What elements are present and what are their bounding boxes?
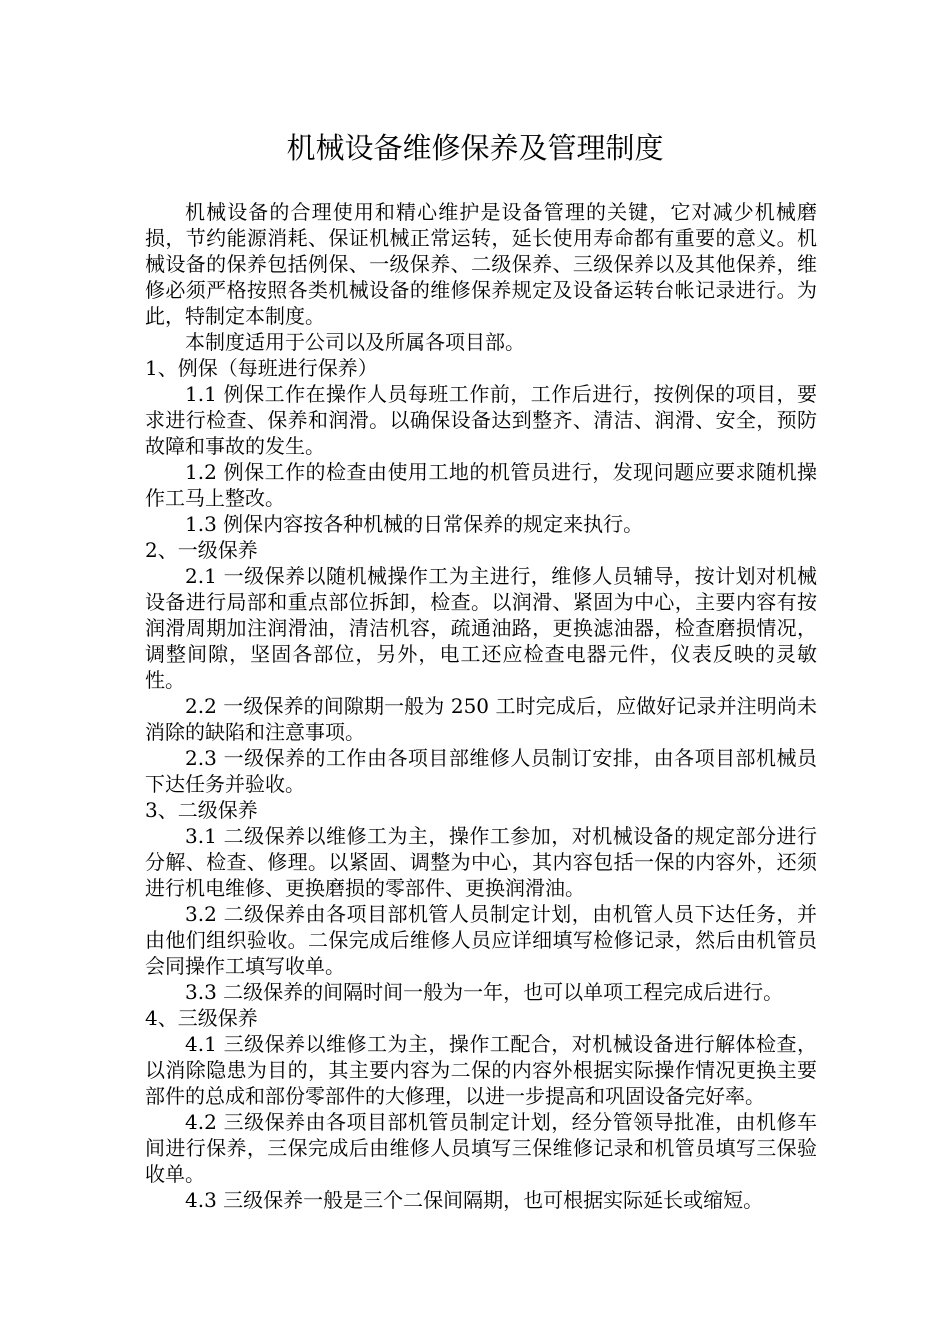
document-title: 机械设备维修保养及管理制度 [286, 131, 664, 165]
clause-2-3: 2.3 一级保养的工作由各项目部维修人员制订安排，由各项目部机械员下达任务并验收。 [145, 746, 817, 796]
clause-1-3: 1.3 例保内容按各种机械的日常保养的规定来执行。 [185, 512, 644, 536]
clause-3-1: 3.1 二级保养以维修工为主，操作工参加，对机械设备的规定部分进行分解、检查、修理。以紧固、调整为中心，其内容包括一保的内容外，还须进行机电维修、更换磨损的零部件、更换润滑油。 [145, 824, 817, 900]
clause-3-2: 3.2 二级保养由各项目部机管人员制定计划，由机管人员下达任务，并由他们组织验收。二保完成后维修人员应详细填写检修记录，然后由机管员会同操作工填写收单。 [145, 902, 817, 978]
clause-2-2: 2.2 一级保养的间隙期一般为 250 工时完成后，应做好记录并注明尚未消除的缺陷和注意事项。 [145, 694, 817, 744]
clause-4-3: 4.3 三级保养一般是三个二保间隔期，也可根据实际延长或缩短。 [185, 1188, 764, 1212]
section-heading-3: 3、二级保养 [145, 798, 258, 822]
scope-paragraph: 本制度适用于公司以及所属各项目部。 [185, 330, 525, 354]
clause-4-1: 4.1 三级保养以维修工为主，操作工配合，对机械设备进行解体检查，以消除隐患为目的，其主要内容为二保的内容外根据实际操作情况更换主要部件的总成和部份零部件的大修理，以进一步提高和巩固设备完好率。 [145, 1032, 817, 1108]
section-heading-4: 4、三级保养 [145, 1006, 258, 1030]
document-body [145, 199, 817, 1213]
clause-1-1: 1.1 例保工作在操作人员每班工作前，工作后进行，按例保的项目，要求进行检查、保养和润滑。以确保设备达到整齐、清洁、润滑、安全，预防故障和事故的发生。 [145, 382, 817, 458]
clause-4-2: 4.2 三级保养由各项目部机管员制定计划，经分管领导批准，由机修车间进行保养，三保完成后由维修人员填写三保维修记录和机管员填写三保验收单。 [145, 1110, 817, 1186]
section-heading-2: 2、一级保养 [145, 538, 258, 562]
clause-2-1: 2.1 一级保养以随机械操作工为主进行，维修人员辅导，按计划对机械设备进行局部和重点部位拆卸，检查。以润滑、紧固为中心，主要内容有按润滑周期加注润滑油，清洁机容，疏通油路，更换滤油器，检查磨损情况，调整间隙，坚固各部位，另外，电工还应检查电器元件，仪表反映的灵敏性。 [145, 564, 817, 692]
intro-paragraph: 机械设备的合理使用和精心维护是设备管理的关键，它对减少机械磨损，节约能源消耗、保证机械正常运转，延长使用寿命都有重要的意义。机械设备的保养包括例保、一级保养、二级保养、三级保养以及其他保养，维修必须严格按照各类机械设备的维修保养规定及设备运转台帐记录进行。为此，特制定本制度。 [145, 200, 817, 328]
clause-1-2: 1.2 例保工作的检查由使用工地的机管员进行，发现问题应要求随机操作工马上整改。 [145, 460, 817, 510]
clause-3-3: 3.3 二级保养的间隔时间一般为一年，也可以单项工程完成后进行。 [185, 980, 784, 1004]
section-heading-1: 1、例保（每班进行保养） [145, 356, 378, 380]
